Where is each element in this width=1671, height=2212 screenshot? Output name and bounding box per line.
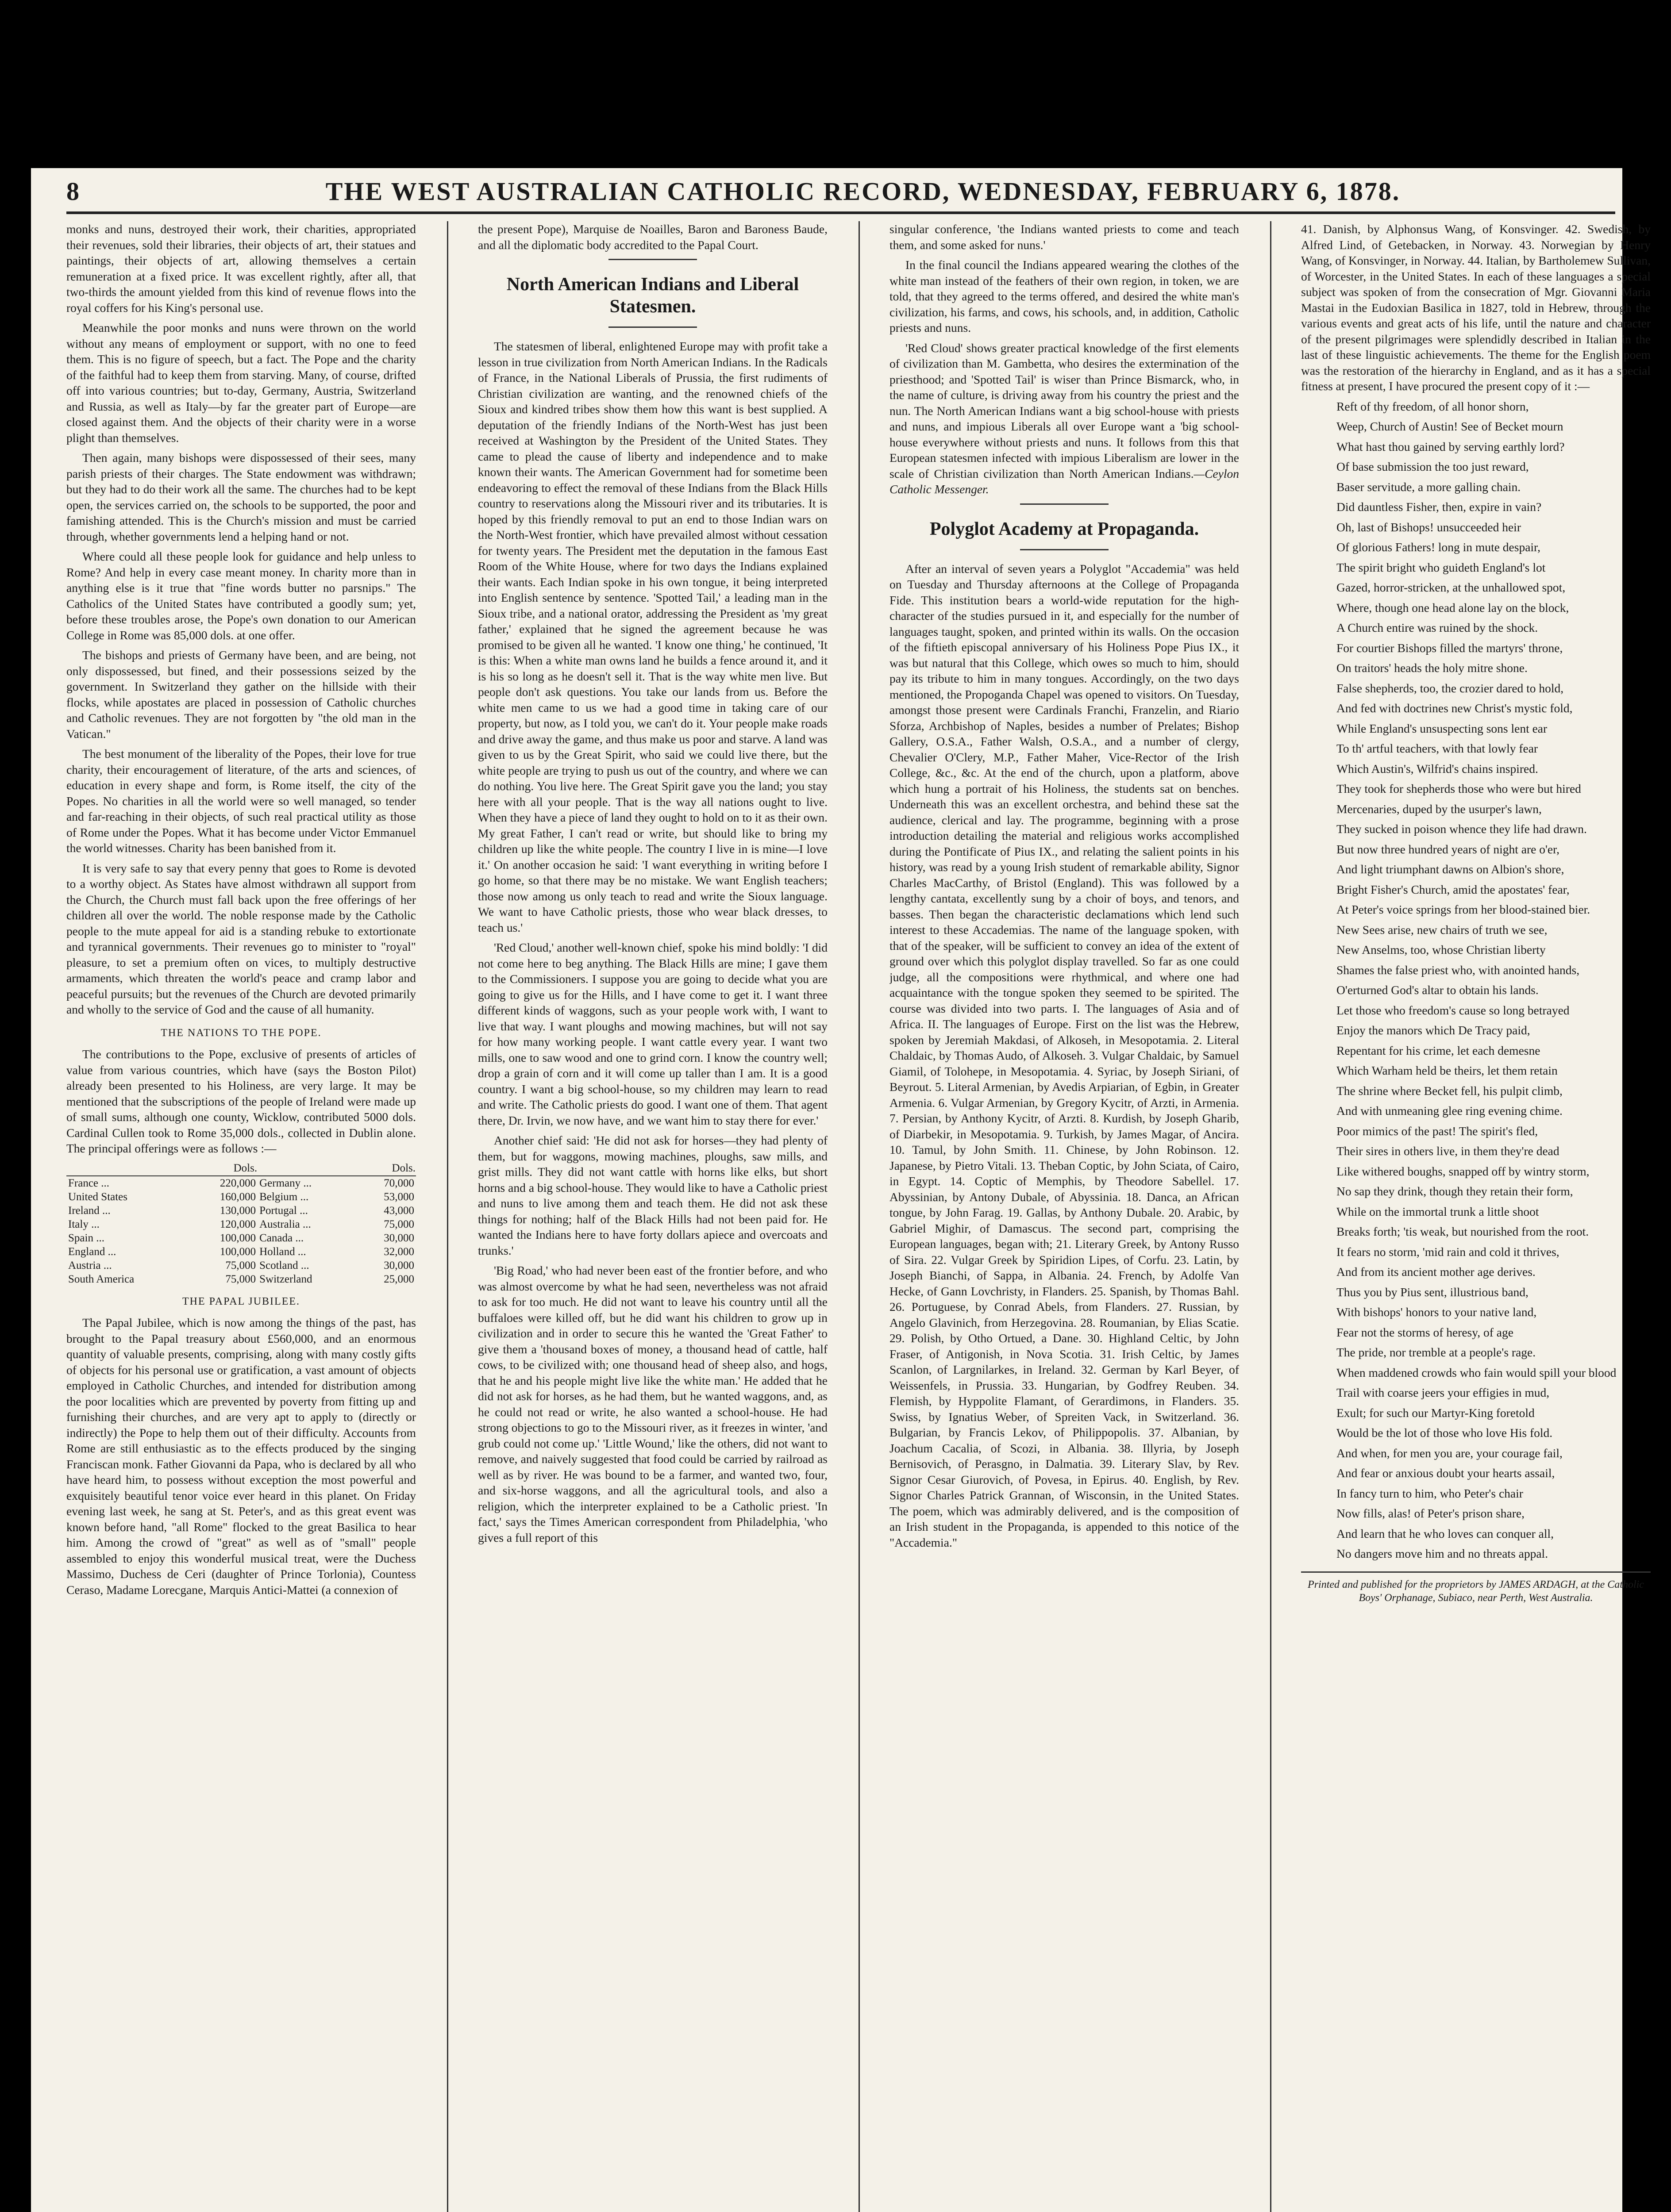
article-paragraph: 'Big Road,' who had never been east of the frontier before, and who was almost overcome by what he had seen, nevertheless was not afraid to ask for too much. He did not want to leave his country until all the buffaloes were killed off, but he did want his children to grow up in civilization and in order to secure this he wanted the 'Great Father' to give them a 'thousand boxes of money, a thousand head of cattle, half cows, to be civilized with; one thousand head of sheep also, and hogs, that he and his people might live like the white man.' He added that he did not ask for horses, as he had them, but he wanted waggons, and, as he could not read or write, he also wanted a school-house. He had strong objections to go to the Missouri river, as it freezes in winter, 'and grub could not come up.' 'Little Wound,' like the others, did not want to remove, and naively suggested that food could be carried by railroad as well as by river. He was bound to be a farmer, and wanted two, four, and six-horse waggons, and all the agricultural tools, and also a religion, which the interpreter explained to be a Catholic priest. 'In fact,' says the Times American correspondent from Philadelphia, 'who gives a full report of this xyxy=(478,1263,828,1544)
article-paragraph: The best monument of the liberality of the Popes, their love for true charity, their encouragement of literature, of the arts and sciences, of education in every shape and form, is Rome itself, the city of the Popes. No charities in all the world were so well managed, so tender and far-reaching in their objects, of such real practical utility as those of Rome under the Popes. What it has become under Victor Emmanuel the world witnesses. Charity has been banished from it. xyxy=(66,747,416,855)
article-paragraph: singular conference, 'the Indians wanted priests to come and teach them, and some asked for nuns.' xyxy=(889,222,1239,252)
article-headline: North American Indians and Liberal Statesmen. xyxy=(506,274,799,317)
headline-rule xyxy=(1020,549,1109,550)
country-name: Spain ... xyxy=(68,1232,104,1244)
poem-line: New Anselms, too, whose Christian liberty xyxy=(1336,943,1546,956)
poem-line: What hast thou gained by serving earthly lord? xyxy=(1336,439,1565,453)
amount: 25,000 xyxy=(384,1273,414,1285)
poem-line: Let those who freedom's cause so long betrayed xyxy=(1336,1003,1570,1017)
column-2 xyxy=(478,221,828,2212)
poem-line: On traitors' heads the holy mitre shone. xyxy=(1336,661,1528,675)
masthead-title: THE WEST AUSTRALIAN CATHOLIC RECORD, WEDNESDAY, FEBRUARY 6, 1878. xyxy=(325,177,1401,206)
article-paragraph: The statesmen of liberal, enlightened Europe may with profit take a lesson in true civilization from North American Indians. In the Radicals of France, in the National Liberals of Prussia, the first rudiments of Christian civilization are wanting, and the renowned chiefs of the Sioux and kindred tribes show them how this want is best supplied. A deputation of the friendly Indians of the North-West has just been received at Washington by the President of the United States. They came to plead the cause of liberty and independence and to make known their wants. The American Government had for sometime been endeavoring to effect the removal of these Indians from the Black Hills country to reservations along the Missouri river and its tributaries. It is hoped by this friendly removal to put an end to those Indian wars on the North-West frontier, which have prevailed almost without cessation for twenty years. The President met the deputation in the famous East Room of the White House, where for two days the Indians explained their wants. Each Indian spoke in his own tongue, it being interpreted into English sentence by sentence. 'Spotted Tail,' a leading man in the Sioux tribe, and a national orator, addressing the President as 'my great father,' explained that he signed the agreement because he was promised to be given all he wanted. 'I know one thing,' he continued, 'It is this: When a white man owns land he builds a fence around it, and it is his so long as he doesn't sell it. That is the way white men live. But people don't ask questions. You take our lands from us. Before the white men came to us we had a good time in taking care of our property, but now, as I told you, we can't do it. Your people make roads and drive away the game, and thus make us poor and starve. A land was given to us by the Great Spirit, who said we could live there, but the white people are trying to push us out of the country, and where we can do nothing. You live here. The Great Spirit gave you the land; you stay here with all your people. That is the way all nations ought to live. When they have a piece of land they ought to hold on to it as their own. My great Father, I can't read or write, but should like to bring my children up like the white people. The country I live in is mine—I love it.' On another occasion he said: 'I want everything in writing before I go home, so that there may be no mistake. We want English teachers; those now among us only teach to read and write the Sioux language. We want to have Catholic priests, those who wear black dresses, to teach us.' xyxy=(478,339,828,934)
poem-line: Baser servitude, a more galling chain. xyxy=(1336,480,1521,494)
article-paragraph: Then again, many bishops were dispossessed of their sees, many parish priests of their charges. The State endowment was withdrawn; but they had to do their work all the same. The churches had to be kept open, the services carried on, the schools to be supported, the poor and famishing attended. This is the Church's mission and must be carried through, whether governments lend a helping hand or not. xyxy=(66,451,416,543)
poem-line: No dangers move him and no threats appal. xyxy=(1336,1547,1548,1560)
amount: 75,000 xyxy=(384,1218,414,1230)
poem-line: And from its ancient mother age derives. xyxy=(1336,1265,1536,1279)
country-name: France ... xyxy=(68,1177,110,1189)
poem-line: False shepherds, too, the crozier dared to hold, xyxy=(1336,681,1564,695)
printer-colophon: Printed and published for the proprietors by JAMES ARDAGH, at the Catholic Boys' Orphanage, Subiaco, near Perth, West Australia. xyxy=(1301,1571,1651,1605)
poem-line: They sucked in poison whence they life had drawn. xyxy=(1336,822,1587,836)
section-subhead: THE PAPAL JUBILEE. xyxy=(182,1295,300,1307)
article-paragraph: Meanwhile the poor monks and nuns were thrown on the world without any means of employment or support, with no one to feed them. This is no figure of speech, but a fact. The Pope and the charity of the faithful had to keep them from starving. Many, of course, drifted off into various countries; but to-day, Germany, Austria, Switzerland and Russia, as well as Italy—by far the greater part of Europe—are closed against them. And the objects of their charity were in a worse plight than themselves. xyxy=(66,321,416,445)
poem-line: The spirit bright who guideth England's lot xyxy=(1336,560,1546,574)
poem-line: It fears no storm, 'mid rain and cold it thrives, xyxy=(1336,1244,1559,1259)
poem-line: Gazed, horror-stricken, at the unhallowed spot, xyxy=(1336,580,1566,594)
poem-line: Of base submission the too just reward, xyxy=(1336,460,1529,473)
page-number: 8 xyxy=(66,177,81,206)
article-paragraph: After an interval of seven years a Polyglot "Accademia" was held on Tuesday and Thursday afternoons at the College of Propaganda Fide. This institution bears a world-wide reputation for the high-character of the studies pursued in it, and especially for the number of languages taught, spoken, and printed within its walls. On the occasion of the fiftieth episcopal anniversary of his Holiness Pope Pius IX., it was but natural that this College, which owes so much to him, should pay its tribute to him in many tongues. Accordingly, on the two days mentioned, the Propoganda Chapel was opened to visitors. On Tuesday, amongst those present were Cardinals Franchi, Franzelin, and Riario Sforza, Archbishop of Naples, besides a number of Prelates; Bishop Gallery, O.S.A., Father Walsh, O.S.A., and a number of clergy, Chevalier O'Clery, M.P., Father Maher, Vice-Rector of the Irish College, &c., &c. At the end of the church, upon a platform, above which hung a portrait of his Holiness, the students sat on benches. Underneath this was an excellent orchestra, and behind these sat the audience, clerical and lay. The programme, beginning with a prose introduction detailing the material and religious works accomplished during the Pontificate of Pius IX., and relating the salient points in his history, was read by a young Irish student of remarkable ability, Signor Charles MacCarthy, of Bristol (England). This was followed by a lengthy cantata, excellently sung by a choir of boys, and tenors, and basses. Then began the characteristic declamations which lend such interest to these Accademias. The name of the language spoken, with that of the speaker, will be sufficient to convey an idea of the extent of ground over which this polyglot display travelled. So far as one could judge, all the compositions were rhythmical, and where one had acquaintance with the tongue spoken they seemed to be spirited. The course was divided into two parts. I. The languages of Asia and of Africa. II. The languages of Europe. First on the list was the Hebrew, spoken by Jeremiah Makdasi, of Alkoseh, in Mesopotamia. 2. Literal Chaldaic, by Thomas Audo, of Alkoseh. 3. Vulgar Chaldaic, by Samuel Giamil, of Tolohepe, in Mesopotamia. 4. Syriac, by Joseph Siriani, of Beyrout. 5. Literal Armenian, by Avedis Arpiarian, of Egbin, in Greater Armenia. 6. Vulgar Armenian, by Gregory Kycitr, of Arzti, in Armenia. 7. Persian, by Anthony Kycitr, of Arzti. 8. Kurdish, by Joseph Gharib, of Diarbekir, in Mesopotamia. 9. Turkish, by James Magar, of Ancira. 10. Tamul, by John Smith. 11. Chinese, by John Robinson. 12. Japanese, by Pietro Vitali. 13. Theban Coptic, by John Sciata, of Cairo, in Egypt. 14. Coptic of Memphis, by Theodore Sabellel. 17. Abyssinian, by Antony Dubale, of Abyssinia. 18. Danca, an African tongue, by John Farag. 19. Gallas, by Anthony Dubale. 20. Arabic, by Gabriel Mighir, of Damascus. The second part, comprising the European languages, began with; 21. Literary Greek, by Antony Russo of Sira. 22. Vulgar Greek by Spiridion Lipes, of Corfu. 23. Latin, by Joseph Bianchi, of Sappa, in Albania. 24. French, by Adolfe Van Hecke, of Gann Lovchristy, in Flanders. 25. Spanish, by Thomas Bahl. 26. Portuguese, by Conrad Abels, from Flanders. 27. Russian, by Angelo Glavinich, from Herzegovina. 28. Roumanian, by Elias Scatie. 29. Polish, by Otho Ortued, a Dane. 30. Highland Celtic, by John Fraser, of Antigonish, in Nova Scotia. 31. Irish Celtic, by James Scanlon, of Largnilarkes, in Ireland. 32. German by Karl Beyer, of Weissenfels, in Prussia. 33. Hungarian, by Godfrey Reuben. 34. Flemish, by Hyppolite Flamant, of Gerardimons, in Flanders. 35. Swiss, by Ignatius Weber, of Spreiten Vack, in Switzerland. 36. Bulgarian, by Francis Lekov, of Philippopolis. 37. Albanian, by Joachum Cacalia, of Scozi, in Albania. 38. Illyria, by Joseph Bernisovich, of Perasgno, in Dalmatia. 39. Literary Slav, by Rev. Signor Cesar Giurovich, of Povesa, in Epirus. 40. English, by Rev. Signor Charles Patrick Grannan, of Wisconsin, in the United States. The poem, which was admirably delivered, and is the composition of an Irish student in the Propaganda, is appended to this notice of the "Accademia." xyxy=(889,561,1239,1549)
country-name: Portugal ... xyxy=(259,1204,308,1217)
article-paragraph: The bishops and priests of Germany have been, and are being, not only dispossessed, but fined, and their possessions seized by the government. In Switzerland they gather on the hillside with their flocks, while apostates are placed in possession of Catholic churches and Catholic revenues. They are not forgotten by "the old man in the Vatican." xyxy=(66,648,416,741)
poem-line: But now three hundred years of night are o'er, xyxy=(1336,842,1560,856)
table-row xyxy=(66,1176,416,1190)
table-row xyxy=(66,1245,416,1259)
source-credit: —Ceylon Catholic Messenger. xyxy=(889,466,1239,496)
poem-line: O'erturned God's altar to obtain his lands. xyxy=(1336,983,1539,997)
poem-line: New Sees arise, new chairs of truth we see, xyxy=(1336,922,1548,937)
poem-line: And with unmeaning glee ring evening chime. xyxy=(1336,1104,1563,1118)
table-row xyxy=(66,1259,416,1272)
table-row xyxy=(66,1231,416,1245)
table-row xyxy=(66,1190,416,1204)
poem-line: Thus you by Pius sent, illustrious band, xyxy=(1336,1285,1529,1299)
poem-line: Their sires in others live, in them they're dead xyxy=(1336,1144,1559,1158)
article-paragraph: monks and nuns, destroyed their work, their charities, appropriated their revenues, sold their libraries, their objects of art, their statues and paintings, their objects of art, allowing themselves a certain remuneration at a fixed price. It was excellent rightly, after all, that two-thirds the amount yielded from this kind of revenue flows into the royal coffers for his King's personal use. xyxy=(66,222,416,315)
poem-line: Oh, last of Bishops! unsucceeded heir xyxy=(1336,520,1521,534)
contributions-table xyxy=(66,1161,416,1286)
poem-line: Repentant for his crime, let each demesne xyxy=(1336,1043,1540,1057)
country-name: Switzerland xyxy=(259,1273,312,1285)
poem-line: No sap they drink, though they retain their form, xyxy=(1336,1184,1573,1198)
table-row xyxy=(66,1204,416,1217)
poem-line: And fear or anxious doubt your hearts assail, xyxy=(1336,1466,1555,1480)
country-name: Canada ... xyxy=(259,1232,304,1244)
poem-line: Shames the false priest who, with anointed hands, xyxy=(1336,963,1580,977)
article-headline: Polyglot Academy at Propaganda. xyxy=(929,518,1199,539)
poem-line: Of glorious Fathers! long in mute despair, xyxy=(1336,540,1540,554)
scan-border-left xyxy=(0,0,31,2212)
poem-line: When maddened crowds who fain would spill your blood xyxy=(1336,1365,1617,1379)
poem-line: For courtier Bishops filled the martyrs' throne, xyxy=(1336,641,1563,655)
amount: 130,000 xyxy=(219,1204,256,1217)
poem-line: The pride, nor tremble at a people's rage. xyxy=(1336,1345,1536,1359)
poem-line: They took for shepherds those who were but hired xyxy=(1336,782,1581,795)
poem-line: Poor mimics of the past! The spirit's fled, xyxy=(1336,1124,1538,1138)
country-name: Belgium ... xyxy=(259,1190,309,1203)
country-name: Italy ... xyxy=(68,1218,100,1230)
article-paragraph: The contributions to the Pope, exclusive of presents of articles of value from various countries, which have (says the Boston Pilot) already been presented to his Holiness, are very large. It may be mentioned that the subscriptions of the people of Ireland were made up of small sums, although one county, Wicklow, contributed 5000 dols. Cardinal Cullen took to Rome 35,000 dols., collected in Dublin alone. The principal offerings were as follows :— xyxy=(66,1047,416,1155)
poem-line: Trail with coarse jeers your effigies in mud, xyxy=(1336,1386,1550,1399)
article-paragraph: 41. Danish, by Alphonsus Wang, of Konsvinger. 42. Swedish, by Alfred Lind, of Getebacken, in Norway. 43. Norwegian by Henry Wang, of Konsvinger, in Norway. 44. Italian, by Bartholemew Sullivan, of Worcester, in the United States. In each of these languages a special subject was spoken of from the consecration of Mgr. Giovanni Maria Mastai in the Eudoxian Basilica in 1827, told in Hebrew, through the various events and great acts of his life, until the nature and character of the present pilgrimages were splendidly described in Italian in the last of these linguistic achievements. The theme for the English poem was the restoration of the hierarchy in England, and as it has a special fitness at present, I have procured the present copy of it :— xyxy=(1301,222,1651,393)
amount: 160,000 xyxy=(219,1190,256,1203)
country-name: South America xyxy=(68,1273,135,1285)
poem-line: Fear not the storms of heresy, of age xyxy=(1336,1325,1513,1339)
column-rule xyxy=(447,221,448,2212)
amount: 120,000 xyxy=(219,1218,256,1230)
article-paragraph: The Papal Jubilee, which is now among the things of the past, has brought to the Papal treasury about £560,000, and an enormous quantity of valuable presents, comprising, along with many costly gifts of objects for his personal use or gratification, a vast amount of objects employed in Catholic Churches, and intended for distribution among the poor localities which are prevented by poverty from fitting up and furnishing their churches, and are very apt to apply to (directly or indirectly) the Pope to help them out of their difficulty. Accounts from Rome are still enthusiastic as to the effects produced by the singing Franciscan monk. Father Giovanni da Papa, who is declared by all who have heard him, to possess without exception the most powerful and exquisitely beautiful tenor voice ever heard in this planet. On Friday evening last week, he sang at St. Peter's, and as this great event was known before hand, "all Rome" flocked to the great Basilica to hear him. Among the crowd of "great" as well as of "small" people assembled to enjoy this wonderful musical treat, were the Duchess Massimo, Duchess de Ceri (daughter of Prince Torlonia), Countess Ceraso, Madame Lorecgane, Marquis Antici-Mattei (a connexion of xyxy=(66,1316,416,1597)
poem-line: Weep, Church of Austin! See of Becket mourn xyxy=(1336,419,1563,433)
table-row xyxy=(66,1217,416,1231)
masthead xyxy=(66,173,1615,209)
poem xyxy=(1301,399,1651,1562)
article-paragraph: the present Pope), Marquise de Noailles, Baron and Baroness Baude, and all the diplomatic body accredited to the Papal Court. xyxy=(478,222,828,252)
poem-line: Which Warham held be theirs, let them retain xyxy=(1336,1064,1558,1077)
poem-line: While on the immortal trunk a little shoot xyxy=(1336,1204,1539,1218)
article-divider xyxy=(1020,503,1109,505)
table-row xyxy=(66,1272,416,1286)
poem-line: With bishops' honors to your native land, xyxy=(1336,1305,1537,1319)
country-name: Australia ... xyxy=(259,1218,311,1230)
poem-line: While England's unsuspecting sons lent ear xyxy=(1336,721,1548,735)
amount: 100,000 xyxy=(219,1245,256,1258)
amount: 75,000 xyxy=(225,1273,256,1285)
poem-line: Mercenaries, duped by the usurper's lawn, xyxy=(1336,802,1542,816)
scan-border-top xyxy=(0,0,1671,168)
poem-line: Which Austin's, Wilfrid's chains inspired. xyxy=(1336,761,1538,776)
country-name: Scotland ... xyxy=(259,1259,309,1271)
amount: 220,000 xyxy=(219,1177,256,1189)
amount: 30,000 xyxy=(384,1259,414,1271)
table-header-dols: Dols. xyxy=(356,1161,416,1176)
poem-line: Would be the lot of those who love His fold. xyxy=(1336,1426,1553,1440)
article-paragraph: Where could all these people look for guidance and help unless to Rome? And help in every case meant money. In charity more than in anything else is it true that "fine words butter no parsnips." The Catholics of the United States have contributed a goodly sum; yet, before these troubles arose, the Pope's own donation to our American College in Rome was 85,000 dols. at one offer. xyxy=(66,549,416,642)
column-rule xyxy=(1270,221,1271,2212)
headline-rule xyxy=(608,326,697,328)
country-name: United States xyxy=(68,1190,128,1203)
country-name: England ... xyxy=(68,1245,116,1258)
column-4 xyxy=(1301,221,1651,2212)
amount: 43,000 xyxy=(384,1204,414,1217)
column-1 xyxy=(66,221,416,2212)
poem-line: A Church entire was ruined by the shock. xyxy=(1336,621,1538,634)
poem-line: Exult; for such our Martyr-King foretold xyxy=(1336,1406,1535,1420)
article-paragraph: In the final council the Indians appeared wearing the clothes of the white man instead of the feathers of their own region, in token, we are told, that they agreed to the terms offered, and desired the white man's civilization, his farms, and cows, his schools, and, in addition, Catholic priests and nuns. xyxy=(889,258,1239,334)
poem-line: To th' artful teachers, with that lowly fear xyxy=(1336,741,1538,755)
poem-line: And learn that he who loves can conquer all, xyxy=(1336,1526,1554,1540)
poem-line: Did dauntless Fisher, then, expire in vain? xyxy=(1336,500,1542,514)
poem-line: And light triumphant dawns on Albion's shore, xyxy=(1336,862,1564,876)
amount: 100,000 xyxy=(219,1232,256,1244)
poem-line: Breaks forth; 'tis weak, but nourished from the root. xyxy=(1336,1225,1589,1238)
article-paragraph: 'Red Cloud,' another well-known chief, spoke his mind boldly: 'I did not come here to beg anything. The Black Hills are mine; I gave them to the Commissioners. I suppose you are going to decide what you are going to give us for the Hills, and I have come to get it. I want three different kinds of waggons, such as your people work with, I want to live that way. I want ploughs and mowing machines, but will not say for how many working people. I want cattle every year. I want two mills, one to saw wood and one to grind corn. I know the country well; drop a grain of corn and it will come up taller than I am. It is a good country. I want a big school-house, so my children may learn to read and write. The Catholic priests do good. I want one of them. That agent there, Dr. Irvin, we now have, and we want him to stay there for ever.' xyxy=(478,941,828,1127)
amount: 75,000 xyxy=(225,1259,256,1271)
poem-line: And when, for men you are, your courage fail, xyxy=(1336,1446,1563,1460)
poem-line: At Peter's voice springs from her blood-stained bier. xyxy=(1336,902,1590,916)
amount: 53,000 xyxy=(384,1190,414,1203)
poem-line: Reft of thy freedom, of all honor shorn, xyxy=(1336,399,1529,413)
poem-line: Now fills, alas! of Peter's prison share, xyxy=(1336,1506,1525,1520)
table-header-dols: Dols. xyxy=(189,1161,258,1176)
article-paragraph: Another chief said: 'He did not ask for horses—they had plenty of them, but for waggons, mowing machines, ploughs, saw mills, and grist mills. They did not want cattle with horns like elks, but short horns and a big school-house. They would like to have a Catholic priest and nuns to live among them and teach them. He did not ask these things for nothing; half of the Black Hills had not been paid for. He wanted the Indians here to have forty dollars apiece and overcoats and trunks.' xyxy=(478,1133,828,1257)
column-rule xyxy=(859,221,860,2212)
amount: 30,000 xyxy=(384,1232,414,1244)
country-name: Ireland ... xyxy=(68,1204,111,1217)
poem-line: Like withered boughs, snapped off by wintry storm, xyxy=(1336,1164,1590,1178)
amount: 32,000 xyxy=(384,1245,414,1258)
poem-line: The shrine where Becket fell, his pulpit climb, xyxy=(1336,1083,1563,1098)
section-subhead: THE NATIONS TO THE POPE. xyxy=(161,1027,322,1039)
poem-line: Enjoy the manors which De Tracy paid, xyxy=(1336,1023,1530,1037)
country-name: Germany ... xyxy=(259,1177,312,1189)
article-divider xyxy=(608,259,697,260)
poem-line: And fed with doctrines new Christ's mystic fold, xyxy=(1336,701,1573,715)
masthead-rule xyxy=(66,211,1615,214)
amount: 70,000 xyxy=(384,1177,414,1189)
article-paragraph: It is very safe to say that every penny that goes to Rome is devoted to a worthy object. As States have almost withdrawn all support from the Church, the Church must fall back upon the free offerings of her children all over the world. The noble response made by the Catholic people to the mute appeal for aid is a standing rebuke to extortionate and tyrannical governments. Their revenues go to minister to "royal" pleasure, to set a premium often on vices, to multiply destructive armaments, which threaten the world's peace and cramp labor and peaceful pursuits; but the revenues of the Church are devoted primarily and wholly to the service of God and the cause of all humanity. xyxy=(66,861,416,1016)
article-paragraph xyxy=(889,340,1239,497)
paragraph-text: 'Red Cloud' shows greater practical knowledge of the first elements of civilization than M. Gambetta, who desires the extermination of the priesthood; and 'Spotted Tail' is wiser than Prince Bismarck, who, in the name of culture, is driving away from his country the priest and the nun. The North American Indians want a big school-house with priests and nuns, and impious Liberals all over Europe want a 'big school-house everywhere without priests and nuns. It follows from this that European statesmen infected with impious Liberalism are lower in the scale of Christian civilization than North American Indians. xyxy=(889,341,1239,480)
country-name: Holland ... xyxy=(259,1245,306,1258)
poem-line: In fancy turn to him, who Peter's chair xyxy=(1336,1486,1523,1500)
poem-line: Where, though one head alone lay on the block, xyxy=(1336,600,1569,614)
country-name: Austria ... xyxy=(68,1259,112,1271)
column-3 xyxy=(889,221,1239,2212)
poem-line: Bright Fisher's Church, amid the apostates' fear, xyxy=(1336,882,1570,896)
